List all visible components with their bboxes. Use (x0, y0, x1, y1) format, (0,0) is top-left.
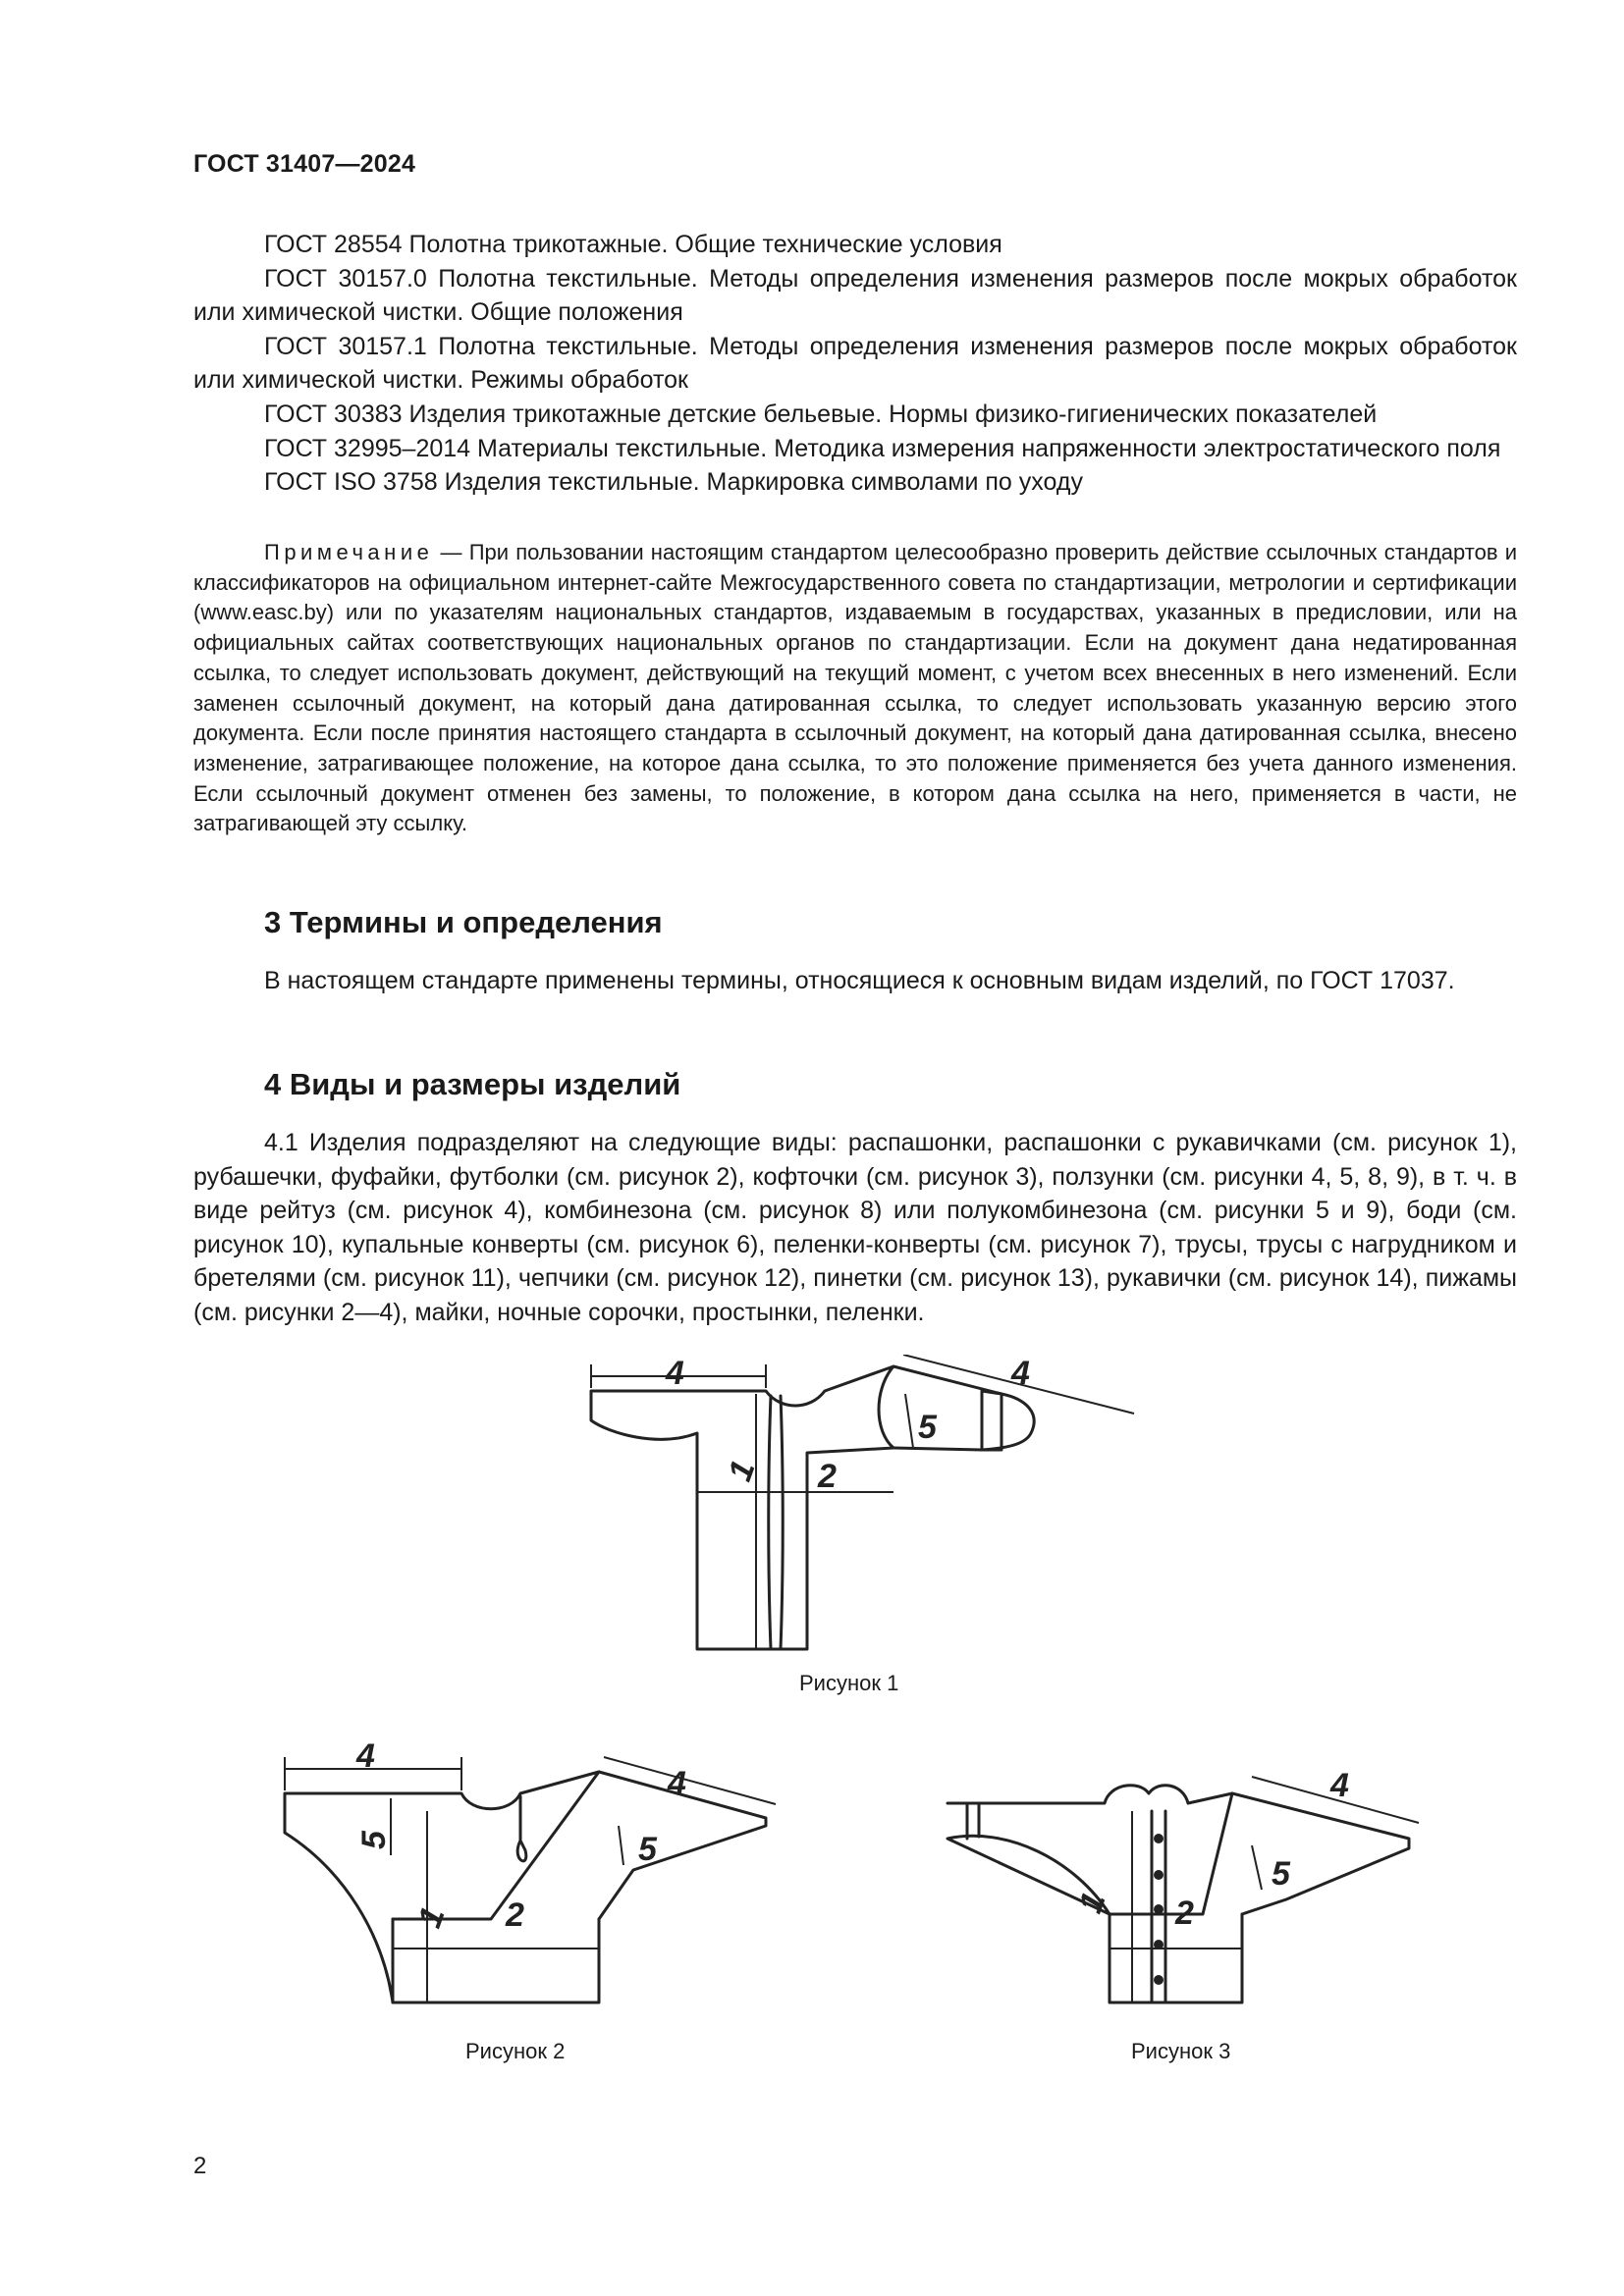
figure-3-drawing (938, 1752, 1448, 2047)
fig3-dimension-lines (1110, 1777, 1419, 2002)
note-block (193, 538, 1517, 839)
reference-item: ГОСТ 30157.1 Полотна текстильные. Методы определения изменения размеров после мокрых обработок или химической чистки. Режимы обработок (193, 332, 1517, 395)
fig1-label-2: 2 (818, 1458, 837, 1495)
fig1-label-4-top: 4 (666, 1355, 684, 1392)
section-3-text: В настоящем стандарте применены термины, относящиеся к основным видам изделий, по ГОСТ 17037. (264, 967, 1455, 994)
document-header: ГОСТ 31407—2024 (193, 150, 416, 178)
fig2-label-5-sleeve: 5 (638, 1831, 657, 1868)
section-4-body (193, 1126, 1517, 1330)
note-text: — При пользовании настоящим стандартом целесообразно проверить действие ссылочных стандартов и классификаторов на официальном интернет-сайте Межгосударственного совета по стандартизации, метрологии и сертификации (www.easc.by) или по указателям национальных стандартов, издаваемым в государствах, указанных в предисловии, или на официальных сайтах соответствующих национальных органов по стандартизации. Если на документ дана недатированная ссылка, то следует использовать документ, действующий на текущий момент, с учетом всех внесенных в него изменений. Если заменен ссылочный документ, на который дана датированная ссылка, то следует использовать указанную версию этого документа. Если после принятия настоящего стандарта в ссылочный документ, на который дана датированная ссылка, внесено изменение, затрагивающее положение, на которое дана ссылка, то это положение применяется без учета данного изменения. Если ссылочный документ отменен без замены, то положение, в котором дана ссылка на него, применяется в части, не затрагивающей эту ссылку. (193, 540, 1517, 836)
note-label: Примечание (264, 540, 434, 564)
fig2-label-2: 2 (506, 1896, 524, 1934)
fig3-label-2: 2 (1175, 1895, 1194, 1932)
fig3-buttons (1154, 1834, 1164, 1985)
reference-item: ГОСТ ISO 3758 Изделия текстильные. Маркировка символами по уходу (264, 468, 1083, 497)
reference-item: ГОСТ 30383 Изделия трикотажные детские бельевые. Нормы физико-гигиенических показателей (264, 400, 1378, 428)
section-3-title: 3 Термины и определения (264, 905, 663, 939)
fig2-label-4-top: 4 (356, 1737, 375, 1775)
fig1-dimension-lines (591, 1355, 1134, 1649)
page-number: 2 (193, 2153, 207, 2179)
fig1-label-4-sleeve: 4 (1011, 1355, 1030, 1392)
fig2-garment-outline (285, 1772, 766, 2002)
reference-item: ГОСТ 30157.0 Полотна текстильные. Методы определения изменения размеров после мокрых обработок или химической чистки. Общие положения (193, 264, 1517, 327)
section-3-body (193, 964, 1517, 998)
figure-2-caption: Рисунок 2 (465, 2039, 566, 2063)
fig1-label-1: 1 (721, 1455, 763, 1486)
normative-references-list (193, 228, 1517, 500)
fig1-garment-outline (591, 1366, 1034, 1649)
fig3-label-1: 1 (1071, 1887, 1113, 1918)
fig3-label-5: 5 (1272, 1855, 1290, 1893)
reference-item: ГОСТ 32995–2014 Материалы текстильные. Методика измерения напряженности электростатического поля (264, 434, 1501, 462)
fig2-label-4-sleeve: 4 (668, 1765, 686, 1802)
figure-1-drawing (579, 1355, 1149, 1669)
fig3-label-4-sleeve: 4 (1330, 1767, 1349, 1804)
fig2-label-1: 1 (410, 1901, 453, 1933)
figure-1-caption: Рисунок 1 (799, 1671, 899, 1695)
section-4-title: 4 Виды и размеры изделий (264, 1067, 681, 1101)
section-4-text: 4.1 Изделия подразделяют на следующие виды: распашонки, распашонки с рукавичками (см. рисунок 1), рубашечки, фуфайки, футболки (см. рисунок 2), кофточки (см. рисунок 3), ползунки (см. рисунки 4, 5, 8, 9), в т. ч. в виде рейтуз (см. рисунок 4), комбинезона (см. рисунок 8) или полукомбинезона (см. рисунки 5 и 9), боди (см. рисунок 10), купальные конверты (см. рисунок 6), пеленки-конверты (см. рисунок 7), трусы, трусы с нагрудником и бретелями (см. рисунок 11), чепчики (см. рисунок 12), пинетки (см. рисунок 13), рукавички (см. рисунок 14), пижамы (см. рисунки 2—4), майки, ночные сорочки, простынки, пеленки. (193, 1129, 1517, 1326)
reference-item: ГОСТ 28554 Полотна трикотажные. Общие технические условия (264, 231, 1002, 258)
figure-2-drawing (275, 1737, 785, 2042)
fig2-label-5-left: 5 (355, 1831, 393, 1849)
figure-3-caption: Рисунок 3 (1131, 2039, 1231, 2063)
fig1-label-5: 5 (918, 1409, 937, 1446)
